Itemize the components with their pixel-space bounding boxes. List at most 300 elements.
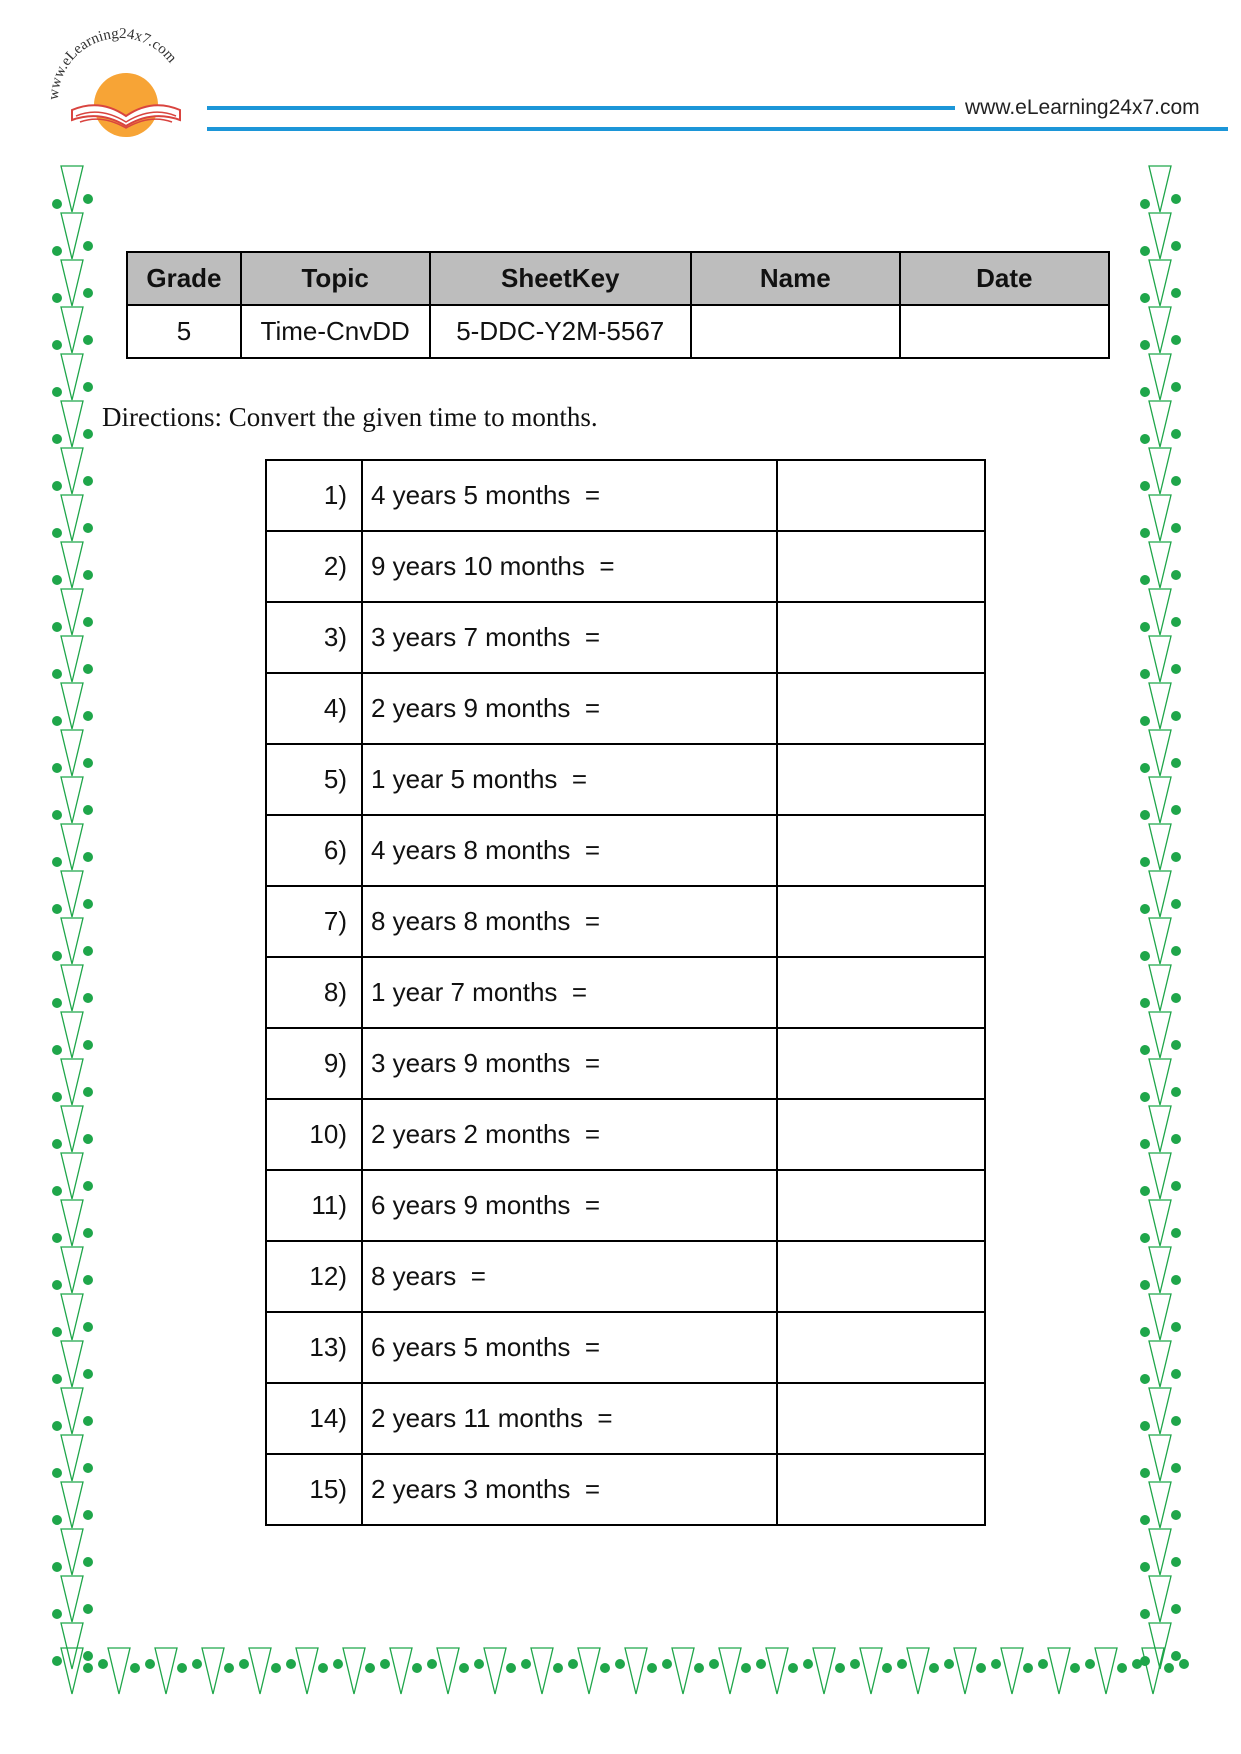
problem-row bbox=[266, 1312, 985, 1383]
border-dot bbox=[52, 1092, 62, 1102]
border-dot bbox=[1140, 1139, 1150, 1149]
answer-field[interactable] bbox=[777, 1028, 985, 1099]
border-dot bbox=[1171, 241, 1181, 251]
problem-row bbox=[266, 1099, 985, 1170]
border-triangle bbox=[61, 589, 83, 635]
border-triangle bbox=[1142, 1648, 1164, 1694]
problem-question: 6 years 9 months = bbox=[362, 1170, 777, 1241]
border-dot bbox=[1140, 1374, 1150, 1384]
border-triangle bbox=[390, 1648, 412, 1694]
border-dot bbox=[1140, 1421, 1150, 1431]
answer-field[interactable] bbox=[777, 1170, 985, 1241]
border-dot bbox=[1171, 476, 1181, 486]
border-dot bbox=[83, 288, 93, 298]
border-dot bbox=[1171, 993, 1181, 1003]
border-dot bbox=[83, 335, 93, 345]
border-dot bbox=[1117, 1663, 1127, 1673]
problem-number: 4) bbox=[266, 673, 362, 744]
problem-question: 9 years 10 months = bbox=[362, 531, 777, 602]
problem-row bbox=[266, 460, 985, 531]
border-dot bbox=[1140, 1327, 1150, 1337]
border-dot bbox=[427, 1659, 437, 1669]
border-triangle bbox=[108, 1648, 130, 1694]
border-dot bbox=[1171, 570, 1181, 580]
problem-question: 3 years 7 months = bbox=[362, 602, 777, 673]
border-dot bbox=[1171, 1651, 1181, 1661]
border-dot bbox=[83, 1604, 93, 1614]
border-triangle bbox=[61, 965, 83, 1011]
border-dot bbox=[944, 1659, 954, 1669]
name-field[interactable] bbox=[691, 305, 900, 358]
problem-number: 14) bbox=[266, 1383, 362, 1454]
border-dot bbox=[1171, 1416, 1181, 1426]
border-triangle bbox=[1149, 1388, 1171, 1434]
border-dot bbox=[98, 1659, 108, 1669]
border-triangle bbox=[61, 354, 83, 400]
border-dot bbox=[83, 1228, 93, 1238]
answer-field[interactable] bbox=[777, 957, 985, 1028]
border-dot bbox=[52, 575, 62, 585]
border-dot bbox=[83, 711, 93, 721]
border-triangle bbox=[61, 918, 83, 964]
border-dot bbox=[1140, 810, 1150, 820]
border-dot bbox=[83, 1651, 93, 1661]
problem-question: 2 years 11 months = bbox=[362, 1383, 777, 1454]
problem-number: 9) bbox=[266, 1028, 362, 1099]
border-triangle bbox=[1149, 448, 1171, 494]
border-dot bbox=[1171, 946, 1181, 956]
info-value-row bbox=[127, 305, 1109, 358]
border-triangle bbox=[61, 401, 83, 447]
border-dot bbox=[52, 340, 62, 350]
answer-field[interactable] bbox=[777, 1312, 985, 1383]
border-dot bbox=[52, 763, 62, 773]
border-triangle bbox=[61, 871, 83, 917]
border-dot bbox=[52, 1656, 62, 1666]
problem-number: 10) bbox=[266, 1099, 362, 1170]
border-dot bbox=[52, 1233, 62, 1243]
problem-question: 2 years 3 months = bbox=[362, 1454, 777, 1525]
border-triangle bbox=[531, 1648, 553, 1694]
border-dot bbox=[1140, 481, 1150, 491]
logo-arc-text: www.eLearning24x7.com bbox=[45, 25, 180, 101]
answer-field[interactable] bbox=[777, 1099, 985, 1170]
border-dot bbox=[239, 1659, 249, 1669]
border-dot bbox=[83, 758, 93, 768]
border-dot bbox=[1171, 382, 1181, 392]
problem-question: 1 year 7 months = bbox=[362, 957, 777, 1028]
problem-number: 2) bbox=[266, 531, 362, 602]
border-dot bbox=[1140, 528, 1150, 538]
border-dot bbox=[83, 805, 93, 815]
border-triangle bbox=[1149, 824, 1171, 870]
border-dot bbox=[83, 1510, 93, 1520]
border-triangle bbox=[61, 777, 83, 823]
answer-field[interactable] bbox=[777, 815, 985, 886]
problem-number: 7) bbox=[266, 886, 362, 957]
border-dot bbox=[756, 1659, 766, 1669]
border-triangle bbox=[766, 1648, 788, 1694]
border-dot bbox=[600, 1663, 610, 1673]
border-dot bbox=[1171, 664, 1181, 674]
border-dot bbox=[1171, 1557, 1181, 1567]
border-triangle bbox=[249, 1648, 271, 1694]
border-triangle bbox=[1048, 1648, 1070, 1694]
border-dot bbox=[52, 669, 62, 679]
border-dot bbox=[1171, 429, 1181, 439]
name-header: Name bbox=[691, 252, 900, 305]
border-triangle bbox=[954, 1648, 976, 1694]
border-dot bbox=[83, 1181, 93, 1191]
border-triangle bbox=[907, 1648, 929, 1694]
border-dot bbox=[83, 946, 93, 956]
problem-question: 2 years 9 months = bbox=[362, 673, 777, 744]
border-dot bbox=[83, 1040, 93, 1050]
border-triangle bbox=[155, 1648, 177, 1694]
border-triangle bbox=[61, 1247, 83, 1293]
problem-number: 3) bbox=[266, 602, 362, 673]
border-triangle bbox=[61, 448, 83, 494]
border-triangle bbox=[343, 1648, 365, 1694]
border-triangle bbox=[1149, 777, 1171, 823]
border-dot bbox=[1171, 711, 1181, 721]
problem-row bbox=[266, 1170, 985, 1241]
border-triangle bbox=[61, 1106, 83, 1152]
answer-field[interactable] bbox=[777, 886, 985, 957]
border-dot bbox=[52, 293, 62, 303]
border-triangle bbox=[1149, 1200, 1171, 1246]
border-dot bbox=[83, 1557, 93, 1567]
border-dot bbox=[224, 1663, 234, 1673]
problem-row bbox=[266, 1028, 985, 1099]
border-dot bbox=[286, 1659, 296, 1669]
border-dot bbox=[803, 1659, 813, 1669]
border-triangle bbox=[484, 1648, 506, 1694]
problem-row bbox=[266, 815, 985, 886]
border-triangle bbox=[61, 683, 83, 729]
border-dot bbox=[1140, 763, 1150, 773]
border-dot bbox=[1140, 1515, 1150, 1525]
border-triangle bbox=[1149, 260, 1171, 306]
problem-question: 4 years 8 months = bbox=[362, 815, 777, 886]
border-dot bbox=[52, 246, 62, 256]
border-dot bbox=[1023, 1663, 1033, 1673]
problem-question: 1 year 5 months = bbox=[362, 744, 777, 815]
border-dot bbox=[1140, 1468, 1150, 1478]
border-triangle bbox=[1149, 354, 1171, 400]
border-dot bbox=[1171, 1181, 1181, 1191]
border-triangle bbox=[202, 1648, 224, 1694]
border-dot bbox=[52, 1186, 62, 1196]
border-dot bbox=[1140, 1233, 1150, 1243]
border-dot bbox=[1140, 340, 1150, 350]
problem-row bbox=[266, 1383, 985, 1454]
border-dot bbox=[1140, 857, 1150, 867]
border-dot bbox=[52, 857, 62, 867]
border-triangle bbox=[1149, 1529, 1171, 1575]
border-dot bbox=[1171, 1510, 1181, 1520]
answer-field[interactable] bbox=[777, 1241, 985, 1312]
border-dot bbox=[1140, 1092, 1150, 1102]
border-dot bbox=[788, 1663, 798, 1673]
border-dot bbox=[1085, 1659, 1095, 1669]
border-dot bbox=[1140, 434, 1150, 444]
border-dot bbox=[192, 1659, 202, 1669]
border-dot bbox=[52, 1280, 62, 1290]
directions-text: Directions: Convert the given time to months. bbox=[102, 402, 598, 432]
header-url[interactable]: www.eLearning24x7.com bbox=[965, 96, 1200, 119]
border-triangle bbox=[296, 1648, 318, 1694]
problem-number: 12) bbox=[266, 1241, 362, 1312]
border-triangle bbox=[860, 1648, 882, 1694]
border-dot bbox=[333, 1659, 343, 1669]
border-triangle bbox=[61, 1529, 83, 1575]
border-dot bbox=[1140, 575, 1150, 585]
border-triangle bbox=[1149, 965, 1171, 1011]
border-dot bbox=[52, 1327, 62, 1337]
problem-question: 4 years 5 months = bbox=[362, 460, 777, 531]
border-dot bbox=[52, 998, 62, 1008]
border-dot bbox=[1038, 1659, 1048, 1669]
topic-header: Topic bbox=[241, 252, 430, 305]
border-triangle bbox=[61, 307, 83, 353]
border-dot bbox=[83, 1134, 93, 1144]
sheetkey-value: 5-DDC-Y2M-5567 bbox=[430, 305, 692, 358]
border-dot bbox=[1171, 1369, 1181, 1379]
border-dot bbox=[1140, 246, 1150, 256]
border-triangle bbox=[61, 1341, 83, 1387]
border-dot bbox=[52, 810, 62, 820]
border-triangle bbox=[1149, 1247, 1171, 1293]
border-dot bbox=[521, 1659, 531, 1669]
problem-question: 6 years 5 months = bbox=[362, 1312, 777, 1383]
answer-field[interactable] bbox=[777, 531, 985, 602]
border-triangle bbox=[1095, 1648, 1117, 1694]
border-dot bbox=[1171, 1604, 1181, 1614]
border-dot bbox=[1140, 1280, 1150, 1290]
border-triangle bbox=[813, 1648, 835, 1694]
border-dot bbox=[1140, 951, 1150, 961]
border-dot bbox=[474, 1659, 484, 1669]
problem-question: 8 years 8 months = bbox=[362, 886, 777, 957]
border-dot bbox=[83, 523, 93, 533]
border-triangle bbox=[437, 1648, 459, 1694]
border-dot bbox=[52, 622, 62, 632]
border-dot bbox=[1140, 1562, 1150, 1572]
border-dot bbox=[1140, 716, 1150, 726]
border-dot bbox=[1164, 1663, 1174, 1673]
border-triangle bbox=[1001, 1648, 1023, 1694]
answer-field[interactable] bbox=[777, 673, 985, 744]
border-dot bbox=[1171, 288, 1181, 298]
border-dot bbox=[647, 1663, 657, 1673]
border-dot bbox=[83, 429, 93, 439]
border-triangle bbox=[1149, 1482, 1171, 1528]
problem-row bbox=[266, 531, 985, 602]
border-dot bbox=[850, 1659, 860, 1669]
border-dot bbox=[741, 1663, 751, 1673]
problem-row bbox=[266, 957, 985, 1028]
border-triangle bbox=[672, 1648, 694, 1694]
border-triangle bbox=[61, 1153, 83, 1199]
border-dot bbox=[835, 1663, 845, 1673]
border-triangle bbox=[61, 166, 83, 212]
border-dot bbox=[694, 1663, 704, 1673]
border-dot bbox=[1171, 1322, 1181, 1332]
border-dot bbox=[412, 1663, 422, 1673]
border-dot bbox=[52, 481, 62, 491]
border-dot bbox=[1171, 194, 1181, 204]
border-triangle bbox=[1149, 1059, 1171, 1105]
border-dot bbox=[662, 1659, 672, 1669]
date-header: Date bbox=[900, 252, 1109, 305]
border-dot bbox=[897, 1659, 907, 1669]
border-triangle bbox=[1149, 495, 1171, 541]
border-triangle bbox=[61, 1294, 83, 1340]
border-dot bbox=[83, 899, 93, 909]
border-dot bbox=[1179, 1659, 1189, 1669]
border-dot bbox=[52, 1468, 62, 1478]
border-dot bbox=[83, 617, 93, 627]
border-dot bbox=[1140, 622, 1150, 632]
border-dot bbox=[1171, 1228, 1181, 1238]
border-dot bbox=[52, 1609, 62, 1619]
border-dot bbox=[1140, 669, 1150, 679]
problem-row bbox=[266, 673, 985, 744]
border-triangle bbox=[1149, 1576, 1171, 1622]
answer-field[interactable] bbox=[777, 1454, 985, 1525]
border-triangle bbox=[61, 1648, 83, 1694]
border-dot bbox=[365, 1663, 375, 1673]
border-triangle bbox=[61, 1012, 83, 1058]
border-triangle bbox=[625, 1648, 647, 1694]
border-triangle bbox=[61, 1576, 83, 1622]
border-dot bbox=[991, 1659, 1001, 1669]
border-dot bbox=[52, 199, 62, 209]
info-header-row bbox=[127, 252, 1109, 305]
border-dot bbox=[52, 1421, 62, 1431]
problem-number: 13) bbox=[266, 1312, 362, 1383]
border-dot bbox=[1171, 1275, 1181, 1285]
border-triangle bbox=[1149, 683, 1171, 729]
border-dot bbox=[1070, 1663, 1080, 1673]
border-dot bbox=[929, 1663, 939, 1673]
border-triangle bbox=[1149, 401, 1171, 447]
problem-number: 5) bbox=[266, 744, 362, 815]
border-dot bbox=[271, 1663, 281, 1673]
border-dot bbox=[976, 1663, 986, 1673]
border-dot bbox=[1171, 1087, 1181, 1097]
border-triangle bbox=[1149, 871, 1171, 917]
border-dot bbox=[52, 904, 62, 914]
border-dot bbox=[83, 570, 93, 580]
border-dot bbox=[52, 434, 62, 444]
border-dot bbox=[83, 1663, 93, 1673]
border-dot bbox=[52, 716, 62, 726]
grade-header: Grade bbox=[127, 252, 241, 305]
border-dot bbox=[1171, 617, 1181, 627]
border-triangle bbox=[61, 1435, 83, 1481]
border-dot bbox=[52, 951, 62, 961]
answer-field[interactable] bbox=[777, 460, 985, 531]
border-dot bbox=[1140, 387, 1150, 397]
answer-field[interactable] bbox=[777, 1383, 985, 1454]
border-dot bbox=[1171, 335, 1181, 345]
border-dot bbox=[83, 241, 93, 251]
problem-question: 2 years 2 months = bbox=[362, 1099, 777, 1170]
border-triangle bbox=[61, 1059, 83, 1105]
problem-row bbox=[266, 744, 985, 815]
border-triangle bbox=[1149, 1153, 1171, 1199]
border-triangle bbox=[1149, 1294, 1171, 1340]
border-dot bbox=[615, 1659, 625, 1669]
problem-row bbox=[266, 886, 985, 957]
border-triangle bbox=[1149, 589, 1171, 635]
border-dot bbox=[1140, 1186, 1150, 1196]
problem-row bbox=[266, 602, 985, 673]
problems-table bbox=[265, 459, 986, 1526]
border-dot bbox=[83, 1087, 93, 1097]
grade-value: 5 bbox=[127, 305, 241, 358]
border-dot bbox=[1140, 1609, 1150, 1619]
border-triangle bbox=[1149, 166, 1171, 212]
problem-number: 8) bbox=[266, 957, 362, 1028]
border-dot bbox=[83, 664, 93, 674]
border-dot bbox=[83, 476, 93, 486]
border-dot bbox=[52, 528, 62, 538]
border-dot bbox=[1171, 758, 1181, 768]
border-dot bbox=[1171, 1040, 1181, 1050]
border-dot bbox=[1140, 1045, 1150, 1055]
problem-number: 1) bbox=[266, 460, 362, 531]
border-triangle bbox=[1149, 1435, 1171, 1481]
border-dot bbox=[52, 1515, 62, 1525]
border-dot bbox=[83, 1275, 93, 1285]
border-dot bbox=[83, 382, 93, 392]
border-dot bbox=[882, 1663, 892, 1673]
border-triangle bbox=[61, 495, 83, 541]
problem-question: 3 years 9 months = bbox=[362, 1028, 777, 1099]
border-triangle bbox=[61, 260, 83, 306]
border-triangle bbox=[719, 1648, 741, 1694]
problem-number: 15) bbox=[266, 1454, 362, 1525]
border-dot bbox=[145, 1659, 155, 1669]
border-dot bbox=[1171, 805, 1181, 815]
problem-number: 6) bbox=[266, 815, 362, 886]
border-triangle bbox=[61, 1482, 83, 1528]
border-dot bbox=[1171, 899, 1181, 909]
border-dot bbox=[1132, 1659, 1142, 1669]
border-dot bbox=[568, 1659, 578, 1669]
border-dot bbox=[52, 1562, 62, 1572]
problem-number: 11) bbox=[266, 1170, 362, 1241]
border-triangle bbox=[61, 213, 83, 259]
date-field[interactable] bbox=[900, 305, 1109, 358]
border-dot bbox=[709, 1659, 719, 1669]
border-dot bbox=[83, 993, 93, 1003]
border-dot bbox=[52, 387, 62, 397]
answer-field[interactable] bbox=[777, 602, 985, 673]
problem-row bbox=[266, 1454, 985, 1525]
border-triangle bbox=[1149, 1012, 1171, 1058]
answer-field[interactable] bbox=[777, 744, 985, 815]
border-dot bbox=[177, 1663, 187, 1673]
border-dot bbox=[318, 1663, 328, 1673]
border-dot bbox=[83, 1369, 93, 1379]
border-triangle bbox=[1149, 1106, 1171, 1152]
border-triangle bbox=[61, 1388, 83, 1434]
border-dot bbox=[1140, 904, 1150, 914]
